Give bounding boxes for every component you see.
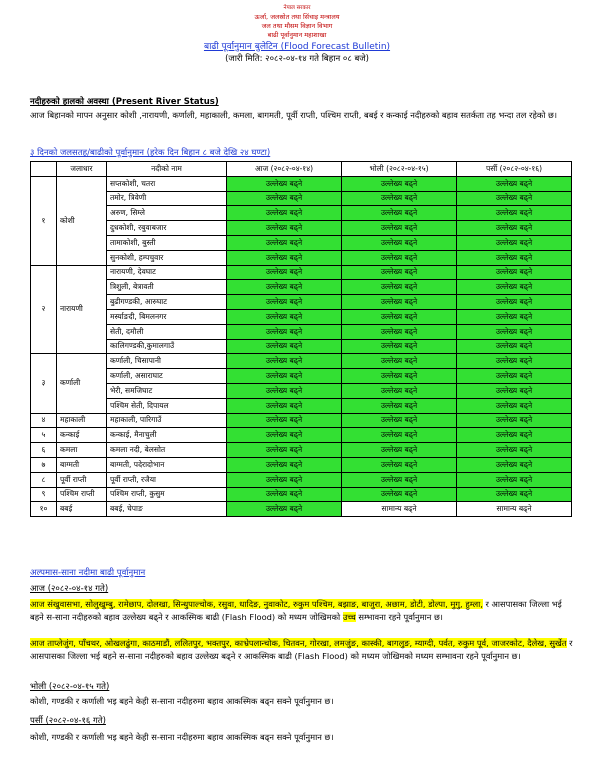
table-row: [31, 295, 572, 310]
river-station: कर्णाली, असाराघाट: [107, 369, 227, 384]
river-station: त्रिशुली, बेत्रावती: [107, 280, 227, 295]
forecast-cell-d3: उल्लेख्य बढ्ने: [457, 457, 572, 472]
forecast-table: [30, 161, 572, 517]
forecast-cell-d1: उल्लेख्य बढ्ने: [227, 472, 342, 487]
col-basin: जलाधार: [57, 162, 107, 177]
forecast-cell-d1: उल्लेख्य बढ्ने: [227, 295, 342, 310]
table-row: [31, 324, 572, 339]
forecast-cell-d3: उल्लेख्य बढ्ने: [457, 472, 572, 487]
basin-number: १: [31, 176, 57, 265]
issued-date: (जारी मिति: २०८२-०४-१४ गते बिहान ०८ बजे): [225, 54, 369, 64]
basin-name: कन्काई: [57, 428, 107, 443]
bulletin-title: बाढी पूर्वानुमान बुलेटिन (Flood Forecast Bulletin): [203, 42, 391, 52]
basin-name: कोशी: [57, 176, 107, 265]
table-row: [31, 191, 572, 206]
forecast-cell-d1: उल्लेख्य बढ्ने: [227, 369, 342, 384]
river-station: सुनकोशी, हम्पचुवार: [107, 250, 227, 265]
table-row: [31, 383, 572, 398]
river-station: कालिगण्डकी,कुमालगाउँ: [107, 339, 227, 354]
forecast-cell-d2: सामान्य बढ्ने: [342, 502, 457, 517]
river-station: मर्स्याङदी, बिमलनगर: [107, 309, 227, 324]
forecast-cell-d3: उल्लेख्य बढ्ने: [457, 354, 572, 369]
forecast-cell-d1: उल्लेख्य बढ्ने: [227, 235, 342, 250]
forecast-cell-d3: उल्लेख्य बढ्ने: [457, 221, 572, 236]
forecast-table-header: [31, 162, 572, 177]
table-row: [31, 428, 572, 443]
forecast-cell-d3: उल्लेख्य बढ्ने: [457, 339, 572, 354]
forecast-cell-d3: उल्लेख्य बढ्ने: [457, 413, 572, 428]
government-line: नेपाल सरकार: [283, 5, 311, 11]
forecast-cell-d2: उल्लेख्य बढ्ने: [342, 339, 457, 354]
table-row: [31, 413, 572, 428]
table-row: [31, 339, 572, 354]
basin-name: कमला: [57, 443, 107, 458]
col-river: नदीको नाम: [107, 162, 227, 177]
table-row: [31, 354, 572, 369]
today2-forecast-body: र आसपासका जिल्ला भई बहने स-साना नदीहरुको बहाव उल्लेख्य बढ्ने र आकस्मिक बाढी (Flash Flood) को मध्यम जोखिमको मध्यम सम्भावना रहने पूर्वानुमान छ।: [30, 638, 573, 661]
today2-districts-highlight: आज ताप्लेजुंग, पाँचथर, ओखलढुंगा, काठमाडौं, ललितपुर, भक्तपुर, काभ्रेपलान्चोक, चितवन, गोरखा, लमजुंङ, कास्की, बागलुङ, म्याग्दी, पर्वत, रुकुम पूर्व, जाजरकोट, दैलेख, सुर्खेत: [30, 638, 567, 648]
forecast-cell-d1: उल्लेख्य बढ्ने: [227, 206, 342, 221]
basin-number: ३: [31, 354, 57, 413]
small-rivers-heading: अल्पमास-साना नदीमा बाढी पूर्वानुमान: [30, 568, 146, 578]
table-row: [31, 457, 572, 472]
forecast-cell-d2: उल्लेख्य बढ्ने: [342, 250, 457, 265]
forecast-cell-d3: उल्लेख्य बढ्ने: [457, 443, 572, 458]
bulletin-header: [0, 4, 594, 65]
forecast-cell-d3: उल्लेख्य बढ्ने: [457, 191, 572, 206]
river-station: भेरी, समजिघाट: [107, 383, 227, 398]
forecast-cell-d3: उल्लेख्य बढ्ने: [457, 398, 572, 413]
table-row: [31, 280, 572, 295]
today-forecast-text-2: [30, 637, 575, 662]
forecast-cell-d2: उल्लेख्य बढ्ने: [342, 235, 457, 250]
river-station: बाग्मती, पदेरादोभान: [107, 457, 227, 472]
table-row: [31, 309, 572, 324]
basin-number: ७: [31, 457, 57, 472]
basin-name: पूर्वी राप्ती: [57, 472, 107, 487]
table-row: [31, 398, 572, 413]
forecast-cell-d1: उल्लेख्य बढ्ने: [227, 324, 342, 339]
forecast-cell-d2: उल्लेख्य बढ्ने: [342, 176, 457, 191]
forecast-cell-d3: उल्लेख्य बढ्ने: [457, 280, 572, 295]
basin-number: ८: [31, 472, 57, 487]
table-row: [31, 250, 572, 265]
river-station: सप्तकोशी, चतरा: [107, 176, 227, 191]
forecast-cell-d3: उल्लेख्य बढ्ने: [457, 176, 572, 191]
forecast-cell-d1: उल्लेख्य बढ्ने: [227, 309, 342, 324]
river-station: कन्काई, मैनाचुली: [107, 428, 227, 443]
forecast-cell-d3: उल्लेख्य बढ्ने: [457, 369, 572, 384]
forecast-cell-d1: उल्लेख्य बढ्ने: [227, 383, 342, 398]
present-status-text: आज बिहानको मापन अनुसार कोशी ,नारायणी, कर्णाली, महाकाली, कमला, बागमती, पूर्वी राप्ती, पश्चिम राप्ती, बबई र कन्काई नदीहरुको बहाव सतर्कता तह भन्दा तल रहेको छ।: [30, 110, 557, 120]
today-districts-highlight: आज संखुवासभा, सोलुखुम्बु, रामेछाप, दोलखा, सिन्धुपाल्चोक, रसुवा, धादिङ, नुवाकोट, रुकुम पश्चिम, बझाङ, बाजुरा, अछाम, डोटी, डोल्पा, मुगु, हुम्ला,: [30, 599, 483, 609]
river-station: तमोर, त्रिवेणी: [107, 191, 227, 206]
forecast-cell-d2: उल्लेख्य बढ्ने: [342, 221, 457, 236]
forecast-heading: ३ दिनको जलसतह/बाढीको पूर्वानुमान (हरेक दिन बिहान ८ बजे देखि २४ घण्टा): [30, 148, 271, 158]
forecast-cell-d1: उल्लेख्य बढ्ने: [227, 457, 342, 472]
river-station: अरुण, सिम्ले: [107, 206, 227, 221]
forecast-cell-d1: उल्लेख्य बढ्ने: [227, 176, 342, 191]
forecast-cell-d2: उल्लेख्य बढ्ने: [342, 398, 457, 413]
table-row: [31, 443, 572, 458]
forecast-cell-d2: उल्लेख्य बढ्ने: [342, 324, 457, 339]
table-row: [31, 265, 572, 280]
forecast-cell-d2: उल्लेख्य बढ्ने: [342, 354, 457, 369]
col-num: [31, 162, 57, 177]
table-row: [31, 176, 572, 191]
forecast-cell-d1: उल्लेख्य बढ्ने: [227, 398, 342, 413]
forecast-cell-d3: उल्लेख्य बढ्ने: [457, 324, 572, 339]
table-row: [31, 472, 572, 487]
river-station: तामाकोशी, बुस्ती: [107, 235, 227, 250]
table-row: [31, 235, 572, 250]
forecast-cell-d1: उल्लेख्य बढ्ने: [227, 339, 342, 354]
river-station: पूर्वी राप्ती, रजैया: [107, 472, 227, 487]
forecast-cell-d2: उल्लेख्य बढ्ने: [342, 280, 457, 295]
forecast-cell-d1: उल्लेख्य बढ्ने: [227, 443, 342, 458]
forecast-cell-d1: उल्लेख्य बढ्ने: [227, 354, 342, 369]
today-forecast-end: सम्भावना रहने पूर्वानुमान छ।: [355, 611, 443, 622]
river-station: पश्चिम सेती, दिपायल: [107, 398, 227, 413]
forecast-cell-d2: उल्लेख्य बढ्ने: [342, 443, 457, 458]
basin-name: बाग्मती: [57, 457, 107, 472]
today-level-highlight: उच्च: [342, 611, 356, 622]
forecast-cell-d3: उल्लेख्य बढ्ने: [457, 487, 572, 502]
forecast-cell-d1: उल्लेख्य बढ्ने: [227, 280, 342, 295]
forecast-cell-d1: उल्लेख्य बढ्ने: [227, 221, 342, 236]
forecast-cell-d2: उल्लेख्य बढ्ने: [342, 472, 457, 487]
forecast-cell-d2: उल्लेख्य बढ्ने: [342, 369, 457, 384]
basin-name: नारायणी: [57, 265, 107, 354]
forecast-cell-d2: उल्लेख्य बढ्ने: [342, 487, 457, 502]
river-station: बुढीगण्डकी, आरुघाट: [107, 295, 227, 310]
forecast-cell-d3: उल्लेख्य बढ्ने: [457, 235, 572, 250]
river-station: सेती, दमौली: [107, 324, 227, 339]
basin-number: १०: [31, 502, 57, 517]
basin-name: पश्चिम राप्ती: [57, 487, 107, 502]
forecast-cell-d2: उल्लेख्य बढ्ने: [342, 309, 457, 324]
basin-number: ६: [31, 443, 57, 458]
forecast-cell-d1: उल्लेख्य बढ्ने: [227, 428, 342, 443]
forecast-cell-d2: उल्लेख्य बढ्ने: [342, 428, 457, 443]
basin-number: ९: [31, 487, 57, 502]
forecast-cell-d2: उल्लेख्य बढ्ने: [342, 206, 457, 221]
forecast-cell-d3: उल्लेख्य बढ्ने: [457, 428, 572, 443]
river-station: नारायणी, देवघाट: [107, 265, 227, 280]
table-row: [31, 221, 572, 236]
forecast-cell-d3: उल्लेख्य बढ्ने: [457, 265, 572, 280]
basin-number: ४: [31, 413, 57, 428]
forecast-cell-d2: उल्लेख्य बढ्ने: [342, 457, 457, 472]
forecast-cell-d2: उल्लेख्य बढ्ने: [342, 265, 457, 280]
forecast-cell-d3: सामान्य बढ्ने: [457, 502, 572, 517]
forecast-cell-d1: उल्लेख्य बढ्ने: [227, 265, 342, 280]
ministry-line: ऊर्जा, जलस्रोत तथा सिंचाइ मन्त्रालय: [254, 13, 340, 21]
forecast-cell-d1: उल्लेख्य बढ्ने: [227, 413, 342, 428]
col-day-after: पर्सी (२०८२-०४-१६): [457, 162, 572, 177]
department-line: जल तथा मौसम विज्ञान विभाग: [261, 22, 333, 30]
forecast-cell-d1: उल्लेख्य बढ्ने: [227, 191, 342, 206]
forecast-cell-d2: उल्लेख्य बढ्ने: [342, 383, 457, 398]
table-row: [31, 369, 572, 384]
forecast-cell-d3: उल्लेख्य बढ्ने: [457, 383, 572, 398]
forecast-cell-d3: उल्लेख्य बढ्ने: [457, 309, 572, 324]
river-station: बबई, चेपाङ: [107, 502, 227, 517]
basin-name: बबई: [57, 502, 107, 517]
basin-number: ५: [31, 428, 57, 443]
forecast-cell-d2: उल्लेख्य बढ्ने: [342, 295, 457, 310]
table-row: [31, 487, 572, 502]
basin-name: महाकाली: [57, 413, 107, 428]
table-row: [31, 502, 572, 517]
forecast-cell-d1: उल्लेख्य बढ्ने: [227, 250, 342, 265]
col-tomorrow: भोली (२०८२-०४-१५): [342, 162, 457, 177]
forecast-cell-d2: उल्लेख्य बढ्ने: [342, 413, 457, 428]
river-station: कमला नदी, बेलसोत: [107, 443, 227, 458]
table-row: [31, 206, 572, 221]
river-station: दुधकोशी, रबुवाबजार: [107, 221, 227, 236]
day-after-label: पर्सी (२०८२-०४-१६ गते): [30, 716, 106, 726]
river-station: कर्णाली, चिसापानी: [107, 354, 227, 369]
forecast-cell-d1: उल्लेख्य बढ्ने: [227, 502, 342, 517]
today-forecast-text: [30, 598, 575, 623]
tomorrow-label: भोली (२०८२-०४-१५ गते): [30, 682, 110, 692]
forecast-cell-d1: उल्लेख्य बढ्ने: [227, 487, 342, 502]
present-status-heading: नदीहरुको हालको अवस्था (Present River Status): [30, 97, 219, 107]
river-station: महाकाली, पारिगाउँ: [107, 413, 227, 428]
forecast-cell-d3: उल्लेख्य बढ्ने: [457, 206, 572, 221]
basin-number: २: [31, 265, 57, 354]
river-station: पश्चिम राप्ती, कुसुम: [107, 487, 227, 502]
basin-name: कर्णाली: [57, 354, 107, 413]
day-after-forecast-text: कोशी, गण्डकी र कर्णाली भइ बहने केही स-साना नदीहरुमा बहाव आकस्मिक बढ्न सक्ने पूर्वानुमान छ।: [30, 732, 334, 742]
today-label: आज (२०८२-०४-१४ गते): [30, 584, 109, 594]
tomorrow-forecast-text: कोशी, गण्डकी र कर्णाली भइ बहने केही स-साना नदीहरुमा बहाव आकस्मिक बढ्न सक्ने पूर्वानुमान छ।: [30, 696, 334, 706]
forecast-cell-d3: उल्लेख्य बढ्ने: [457, 295, 572, 310]
today-forecast-body: र आसपासका जिल्ला भई बहने स-साना नदीहरुको बहाव उल्लेख्य बढ्ने र आकस्मिक बाढी (Flash Flood) को मध्यम जोखिमको: [30, 599, 562, 622]
forecast-cell-d2: उल्लेख्य बढ्ने: [342, 191, 457, 206]
forecast-cell-d3: उल्लेख्य बढ्ने: [457, 250, 572, 265]
division-line: बाढी पूर्वानुमान महाशाखा: [267, 31, 327, 39]
col-today: आज (२०८२-०४-१४): [227, 162, 342, 177]
